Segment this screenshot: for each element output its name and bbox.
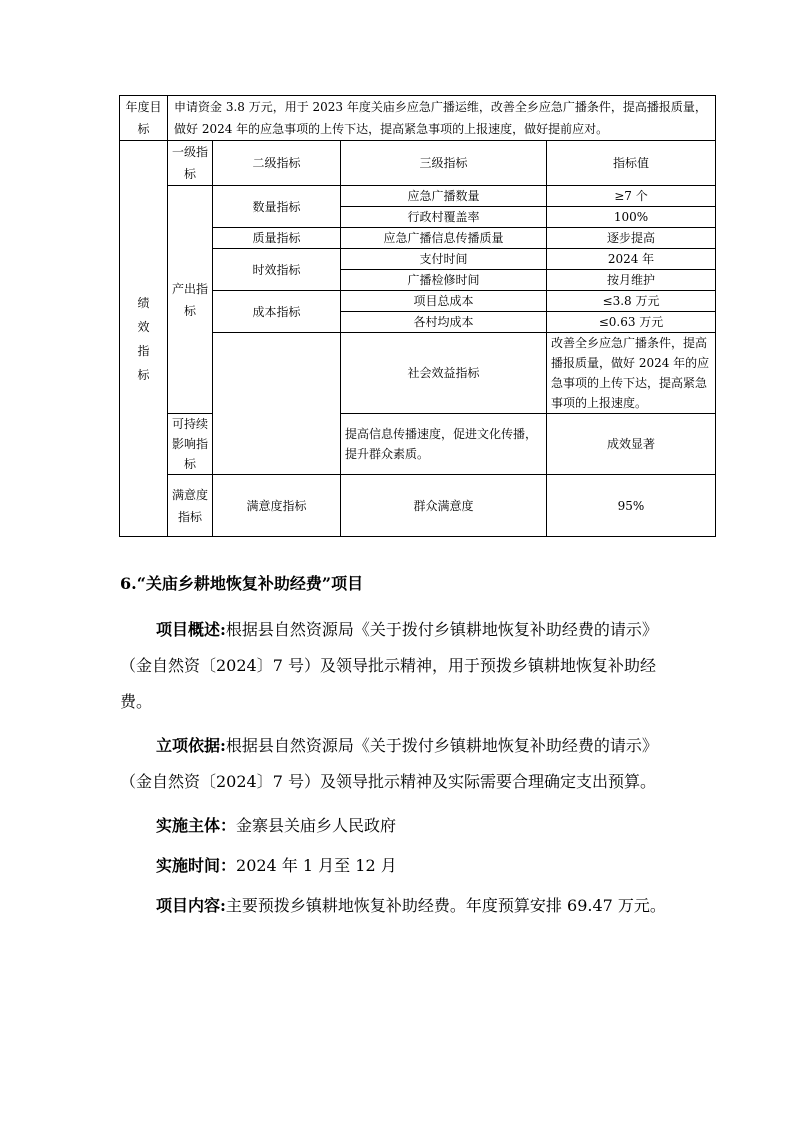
header-level3: 三级指标 — [341, 141, 547, 186]
subject-text: 金寨县关庙乡人民政府 — [236, 816, 397, 835]
level3-cell: 改善全乡应急广播条件，提高播报质量，做好 2024 年的应急事项的上传下达，提高紧急事项的上报速度。 — [547, 333, 716, 414]
subject-paragraph — [120, 808, 680, 844]
level2-cost: 成本指标 — [213, 291, 341, 333]
content-text: 主要预拨乡镇耕地恢复补助经费。年度预算安排 69.47 万元。 — [225, 896, 666, 915]
header-level1: 一级指标 — [168, 141, 213, 186]
level3-cell: 广播检修时间 — [341, 270, 547, 291]
value-cell: 100% — [547, 207, 716, 228]
level3-cell: 应急广播数量 — [341, 186, 547, 207]
level2-quantity: 数量指标 — [213, 186, 341, 228]
level1-benefit — [213, 333, 341, 475]
value-cell: 逐步提高 — [547, 228, 716, 249]
project-section — [120, 566, 680, 924]
level2-sustainable: 可持续影响指标 — [168, 414, 213, 475]
level2-satisfaction: 满意度指标 — [213, 475, 341, 537]
level3-cell: 各村均成本 — [341, 312, 547, 333]
time-paragraph — [120, 848, 680, 884]
level3-cell: 行政村覆盖率 — [341, 207, 547, 228]
level3-cell: 提高信息传播速度，促进文化传播，提升群众素质。 — [341, 414, 547, 475]
value-cell: ≥7 个 — [547, 186, 716, 207]
objective-text: 申请资金 3.8 万元，用于 2023 年度关庙乡应急广播运维，改善全乡应急广播条件，提高播报质量，做好 2024 年的应急事项的上传下达，提高紧急事项的上报速度，做好提前应对。 — [168, 96, 716, 141]
level3-cell: 支付时间 — [341, 249, 547, 270]
level1-satisfaction: 满意度指标 — [168, 475, 213, 537]
overview-label: 项目概述: — [156, 620, 226, 639]
basis-paragraph — [120, 728, 680, 800]
overview-text: 根据县自然资源局《关于拨付乡镇耕地恢复补助经费的请示》（金自然资〔2024〕7 号）及领导批示精神，用于预拨乡镇耕地恢复补助经费。 — [120, 620, 658, 711]
value-cell: 95% — [547, 475, 716, 537]
value-cell: 成效显著 — [547, 414, 716, 475]
overview-paragraph — [120, 612, 680, 720]
value-cell: ≤0.63 万元 — [547, 312, 716, 333]
header-level2: 二级指标 — [213, 141, 341, 186]
perf-label-text: 绩效指标 — [137, 295, 150, 382]
subject-label: 实施主体： — [156, 816, 237, 835]
level2-timeliness: 时效指标 — [213, 249, 341, 291]
header-value: 指标值 — [547, 141, 716, 186]
value-cell: 2024 年 — [547, 249, 716, 270]
basis-label: 立项依据: — [156, 736, 226, 755]
basis-text: 根据县自然资源局《关于拨付乡镇耕地恢复补助经费的请示》（金自然资〔2024〕7 号）及领导批示精神及实际需要合理确定支出预算。 — [120, 736, 658, 791]
level3-cell: 项目总成本 — [341, 291, 547, 312]
level3-cell: 应急广播信息传播质量 — [341, 228, 547, 249]
content-label: 项目内容: — [156, 896, 226, 915]
value-cell: 按月维护 — [547, 270, 716, 291]
perf-label — [120, 141, 168, 537]
time-label: 实施时间： — [156, 856, 237, 875]
performance-table — [119, 95, 716, 537]
value-cell: ≤3.8 万元 — [547, 291, 716, 312]
level1-output: 产出指标 — [168, 186, 213, 414]
content-paragraph — [120, 888, 680, 924]
time-text: 2024 年 1 月至 12 月 — [236, 856, 397, 875]
objective-label: 年度目标 — [120, 96, 168, 141]
level2-social: 社会效益指标 — [341, 333, 547, 414]
level3-cell: 群众满意度 — [341, 475, 547, 537]
section-title: 6.“关庙乡耕地恢复补助经费”项目 — [120, 574, 364, 593]
level2-quality: 质量指标 — [213, 228, 341, 249]
